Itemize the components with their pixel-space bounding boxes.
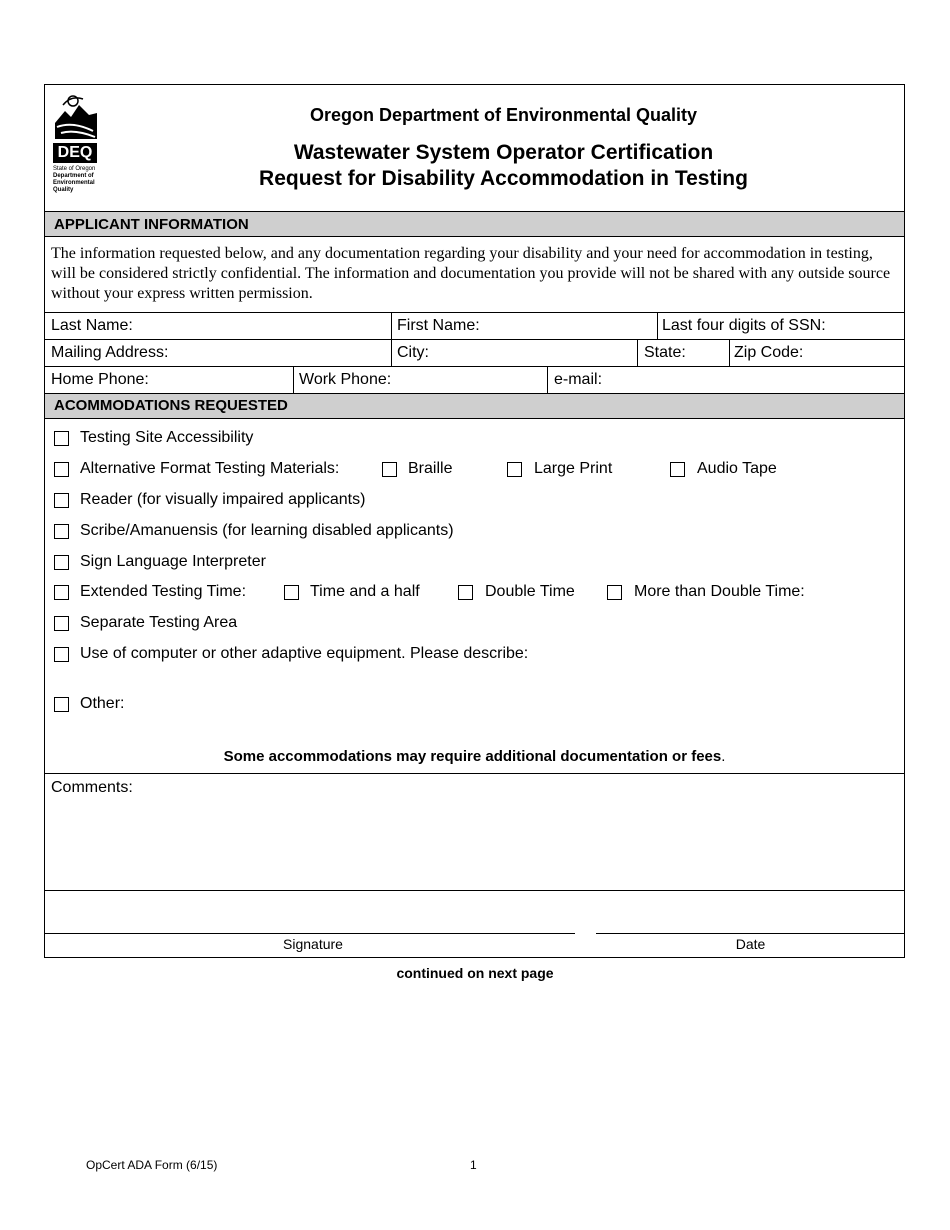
audio-tape-checkbox[interactable]: [670, 462, 685, 477]
computer-equipment-label: Use of computer or other adaptive equipment. Please describe:: [80, 645, 529, 662]
home-phone-label: Home Phone:: [51, 371, 149, 388]
time-and-half-checkbox[interactable]: [284, 585, 299, 600]
more-than-double-label: More than Double Time:: [634, 583, 805, 600]
signature-line[interactable]: [45, 891, 575, 934]
large-print-checkbox[interactable]: [507, 462, 522, 477]
other-label: Other:: [80, 695, 125, 712]
audio-tape-label: Audio Tape: [697, 460, 777, 477]
form-frame: [44, 84, 905, 958]
braille-checkbox[interactable]: [382, 462, 397, 477]
agency-name: Oregon Department of Environmental Quality: [309, 105, 698, 125]
date-label: Date: [735, 936, 766, 952]
form-id: OpCert ADA Form (6/15): [86, 1158, 218, 1172]
fees-note-text: Some accommodations may require additional documentation or fees: [223, 748, 722, 765]
sign-language-checkbox[interactable]: [54, 555, 69, 570]
time-and-half-label: Time and a half: [310, 583, 420, 600]
site-accessibility-label: Testing Site Accessibility: [80, 429, 254, 446]
work-phone-label: Work Phone:: [299, 371, 392, 388]
computer-equipment-checkbox[interactable]: [54, 647, 69, 662]
alt-format-checkbox[interactable]: [54, 462, 69, 477]
fees-note: [45, 748, 904, 765]
double-time-label: Double Time: [485, 583, 575, 600]
comments-area[interactable]: [45, 774, 904, 890]
reader-label: Reader (for visually impaired applicants): [80, 491, 366, 508]
site-accessibility-checkbox[interactable]: [54, 431, 69, 446]
last-name-label: Last Name:: [51, 317, 133, 334]
large-print-label: Large Print: [534, 460, 613, 477]
separate-area-label: Separate Testing Area: [80, 614, 238, 631]
more-than-double-checkbox[interactable]: [607, 585, 622, 600]
sign-language-label: Sign Language Interpreter: [80, 553, 266, 570]
extended-time-label: Extended Testing Time:: [80, 583, 247, 600]
reader-checkbox[interactable]: [54, 493, 69, 508]
applicant-section-title: APPLICANT INFORMATION: [54, 216, 249, 233]
fees-note-period: .: [721, 748, 726, 765]
mailing-address-label: Mailing Address:: [51, 344, 169, 361]
extended-time-checkbox[interactable]: [54, 585, 69, 600]
form-title-2: Request for Disability Accommodation in Testing: [259, 167, 748, 190]
logo-caption-4: Quality: [53, 187, 74, 193]
logo-text: DEQ: [53, 143, 97, 163]
logo-caption-3: Environmental: [53, 180, 95, 186]
date-line[interactable]: [596, 891, 905, 934]
braille-label: Braille: [408, 460, 453, 477]
city-label: City:: [397, 344, 429, 361]
page-number: 1: [470, 1158, 477, 1172]
scribe-checkbox[interactable]: [54, 524, 69, 539]
first-name-label: First Name:: [397, 317, 480, 334]
scribe-label: Scribe/Amanuensis (for learning disabled applicants): [80, 522, 454, 539]
alt-format-label: Alternative Format Testing Materials:: [80, 460, 340, 477]
zip-code-label: Zip Code:: [734, 344, 804, 361]
confidentiality-text: The information requested below, and any documentation regarding your disability and your need for accommodation in testing, will be considered strictly confidential. The information and documentation you provide will not be shared with any outside source without your express written permission.: [51, 245, 891, 302]
logo-caption-1: State of Oregon: [53, 166, 96, 172]
accommodations-section-title: ACOMMODATIONS REQUESTED: [54, 397, 288, 414]
separate-area-checkbox[interactable]: [54, 616, 69, 631]
other-checkbox[interactable]: [54, 697, 69, 712]
ssn-label: Last four digits of SSN:: [662, 317, 826, 334]
continued-note: continued on next page: [396, 965, 554, 981]
double-time-checkbox[interactable]: [458, 585, 473, 600]
comments-label: Comments:: [51, 779, 133, 796]
email-label: e-mail:: [554, 371, 603, 388]
state-label: State:: [644, 344, 686, 361]
logo-caption-2: Department of: [53, 173, 94, 179]
form-title-1: Wastewater System Operator Certification: [293, 141, 714, 164]
signature-label: Signature: [283, 936, 343, 952]
